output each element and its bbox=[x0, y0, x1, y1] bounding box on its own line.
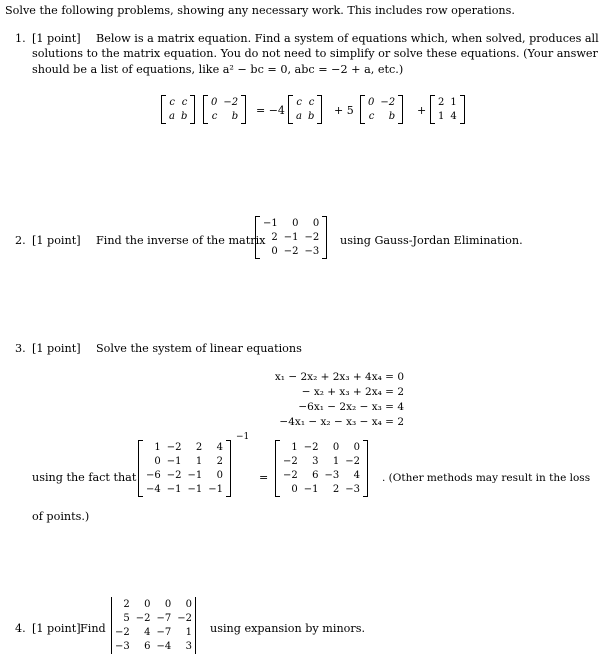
problem-2-text-after: using Gauss-Jordan Elimination. bbox=[340, 234, 523, 247]
system-equation-1: x₁ − 2x₂ + 2x₃ + 4x₄ = 0 bbox=[274, 371, 404, 383]
matrix-2: −1 0 0 2 −1 −2 0 −2 −3 bbox=[255, 216, 327, 259]
system-equation-3: −6x₁ − 2x₂ − x₃ = 4 bbox=[298, 401, 404, 413]
problem-2-text: Find the inverse of the matrix bbox=[96, 234, 266, 247]
inverse-exponent: −1 bbox=[236, 432, 250, 442]
problem-2-points: [1 point] bbox=[32, 234, 81, 247]
matrix-3a: 1 −2 2 4 0 −1 1 2 −6 −2 −1 0 −4 −1 −1 −1 bbox=[138, 440, 231, 497]
problem-2-number: 2. bbox=[15, 234, 26, 247]
problem-1-line-2: solutions to the matrix equation. You do not need to simplify or solve these equations. (Your answer bbox=[32, 47, 598, 60]
problem-3-number: 3. bbox=[15, 342, 26, 355]
matrix-1a: c c a b bbox=[161, 95, 195, 124]
matrix-1c: c c a b bbox=[288, 95, 322, 124]
problem-3-note: . (Other methods may result in the loss bbox=[382, 472, 591, 484]
equals-minus-four: = −4 bbox=[256, 104, 285, 117]
system-equation-2: − x₂ + x₃ + 2x₄ = 2 bbox=[301, 386, 404, 398]
fact-label: using the fact that bbox=[32, 471, 137, 484]
system-equation-4: −4x₁ − x₂ − x₃ − x₄ = 2 bbox=[279, 416, 404, 428]
problem-4-text: Find bbox=[80, 622, 106, 635]
plus-five: + 5 bbox=[334, 104, 354, 117]
matrix-3b: 1 −2 0 0 −2 3 1 −2 −2 6 −3 4 0 −1 2 −3 bbox=[275, 440, 368, 497]
problem-3-note-continued: of points.) bbox=[32, 510, 90, 523]
problem-1-line-3: should be a list of equations, like a² − bc = 0, abc = −2 + a, etc.) bbox=[32, 63, 404, 76]
problem-4-points: [1 point] bbox=[32, 622, 81, 635]
determinant-matrix: 2 0 0 0 5 −2 −7 −2 −2 4 −7 1 −3 6 −4 3 bbox=[111, 597, 196, 654]
problem-1-number: 1. bbox=[15, 32, 26, 45]
plus-sign: + bbox=[417, 104, 427, 117]
problem-3-points: [1 point] bbox=[32, 342, 81, 355]
problem-4-number: 4. bbox=[15, 622, 26, 635]
matrix-1d: 0 −2 c b bbox=[360, 95, 403, 124]
matrix-1e: 2 1 1 4 bbox=[430, 95, 465, 124]
problem-4-text-after: using expansion by minors. bbox=[210, 622, 366, 635]
equals-sign: = bbox=[259, 471, 269, 484]
matrix-1b: 0 −2 c b bbox=[203, 95, 246, 124]
problem-1-points: [1 point] bbox=[32, 32, 81, 45]
instructions: Solve the following problems, showing any necessary work. This includes row operations. bbox=[5, 4, 515, 17]
problem-1-line-1: Below is a matrix equation. Find a system of equations which, when solved, produces all bbox=[96, 32, 599, 45]
problem-3-text: Solve the system of linear equations bbox=[96, 342, 302, 355]
